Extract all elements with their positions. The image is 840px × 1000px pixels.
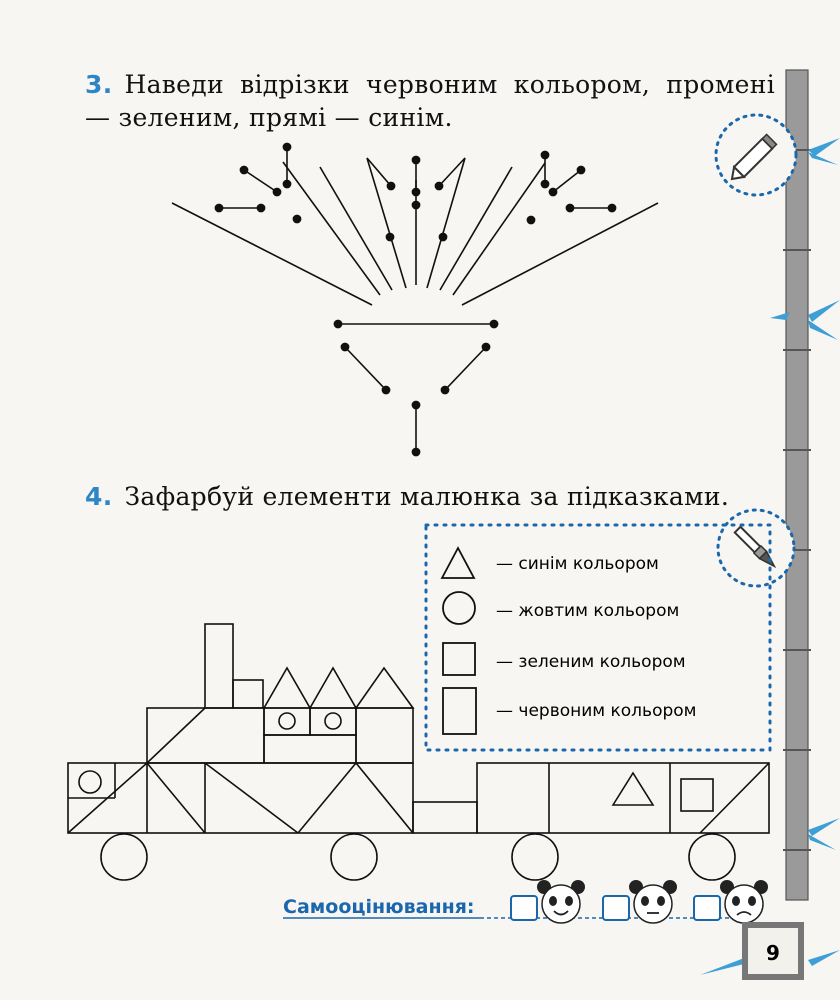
- legend-rectangle-label: — червоним кольором: [496, 701, 697, 721]
- page-number-frame: [745, 925, 801, 977]
- self-assessment: [283, 880, 768, 923]
- self-assessment-box-2[interactable]: [603, 896, 629, 920]
- color-legend: [426, 525, 770, 750]
- task-3-number: 3.: [85, 70, 113, 99]
- pencil-icon: [716, 115, 796, 195]
- page-number: 9: [766, 941, 780, 965]
- legend-rectangle-icon: [443, 688, 476, 734]
- panda-neutral-icon: [629, 880, 677, 923]
- legend-square-icon: [443, 643, 475, 675]
- legend-square-label: — зеленим кольором: [496, 652, 686, 672]
- self-assessment-box-1[interactable]: [511, 896, 537, 920]
- panda-happy-icon: [537, 880, 585, 923]
- panda-confused-icon: [720, 880, 768, 923]
- task-4-number: 4.: [85, 482, 113, 511]
- task-3-figure: [172, 143, 658, 455]
- self-assessment-box-3[interactable]: [694, 896, 720, 920]
- legend-circle-label: — жовтим кольором: [496, 601, 680, 621]
- task-3-text: Наведи відрізки червоним кольором, промені — зеленим, прямі — синім.: [85, 70, 775, 132]
- brush-icon: [718, 510, 794, 586]
- self-assessment-label: Самооцінювання:: [283, 896, 475, 918]
- task-4-text: Зафарбуй елементи малюнка за підказками.: [124, 482, 730, 511]
- legend-triangle-label: — синім кольором: [496, 554, 659, 574]
- legend-triangle-icon: [442, 548, 474, 578]
- legend-circle-icon: [443, 592, 475, 624]
